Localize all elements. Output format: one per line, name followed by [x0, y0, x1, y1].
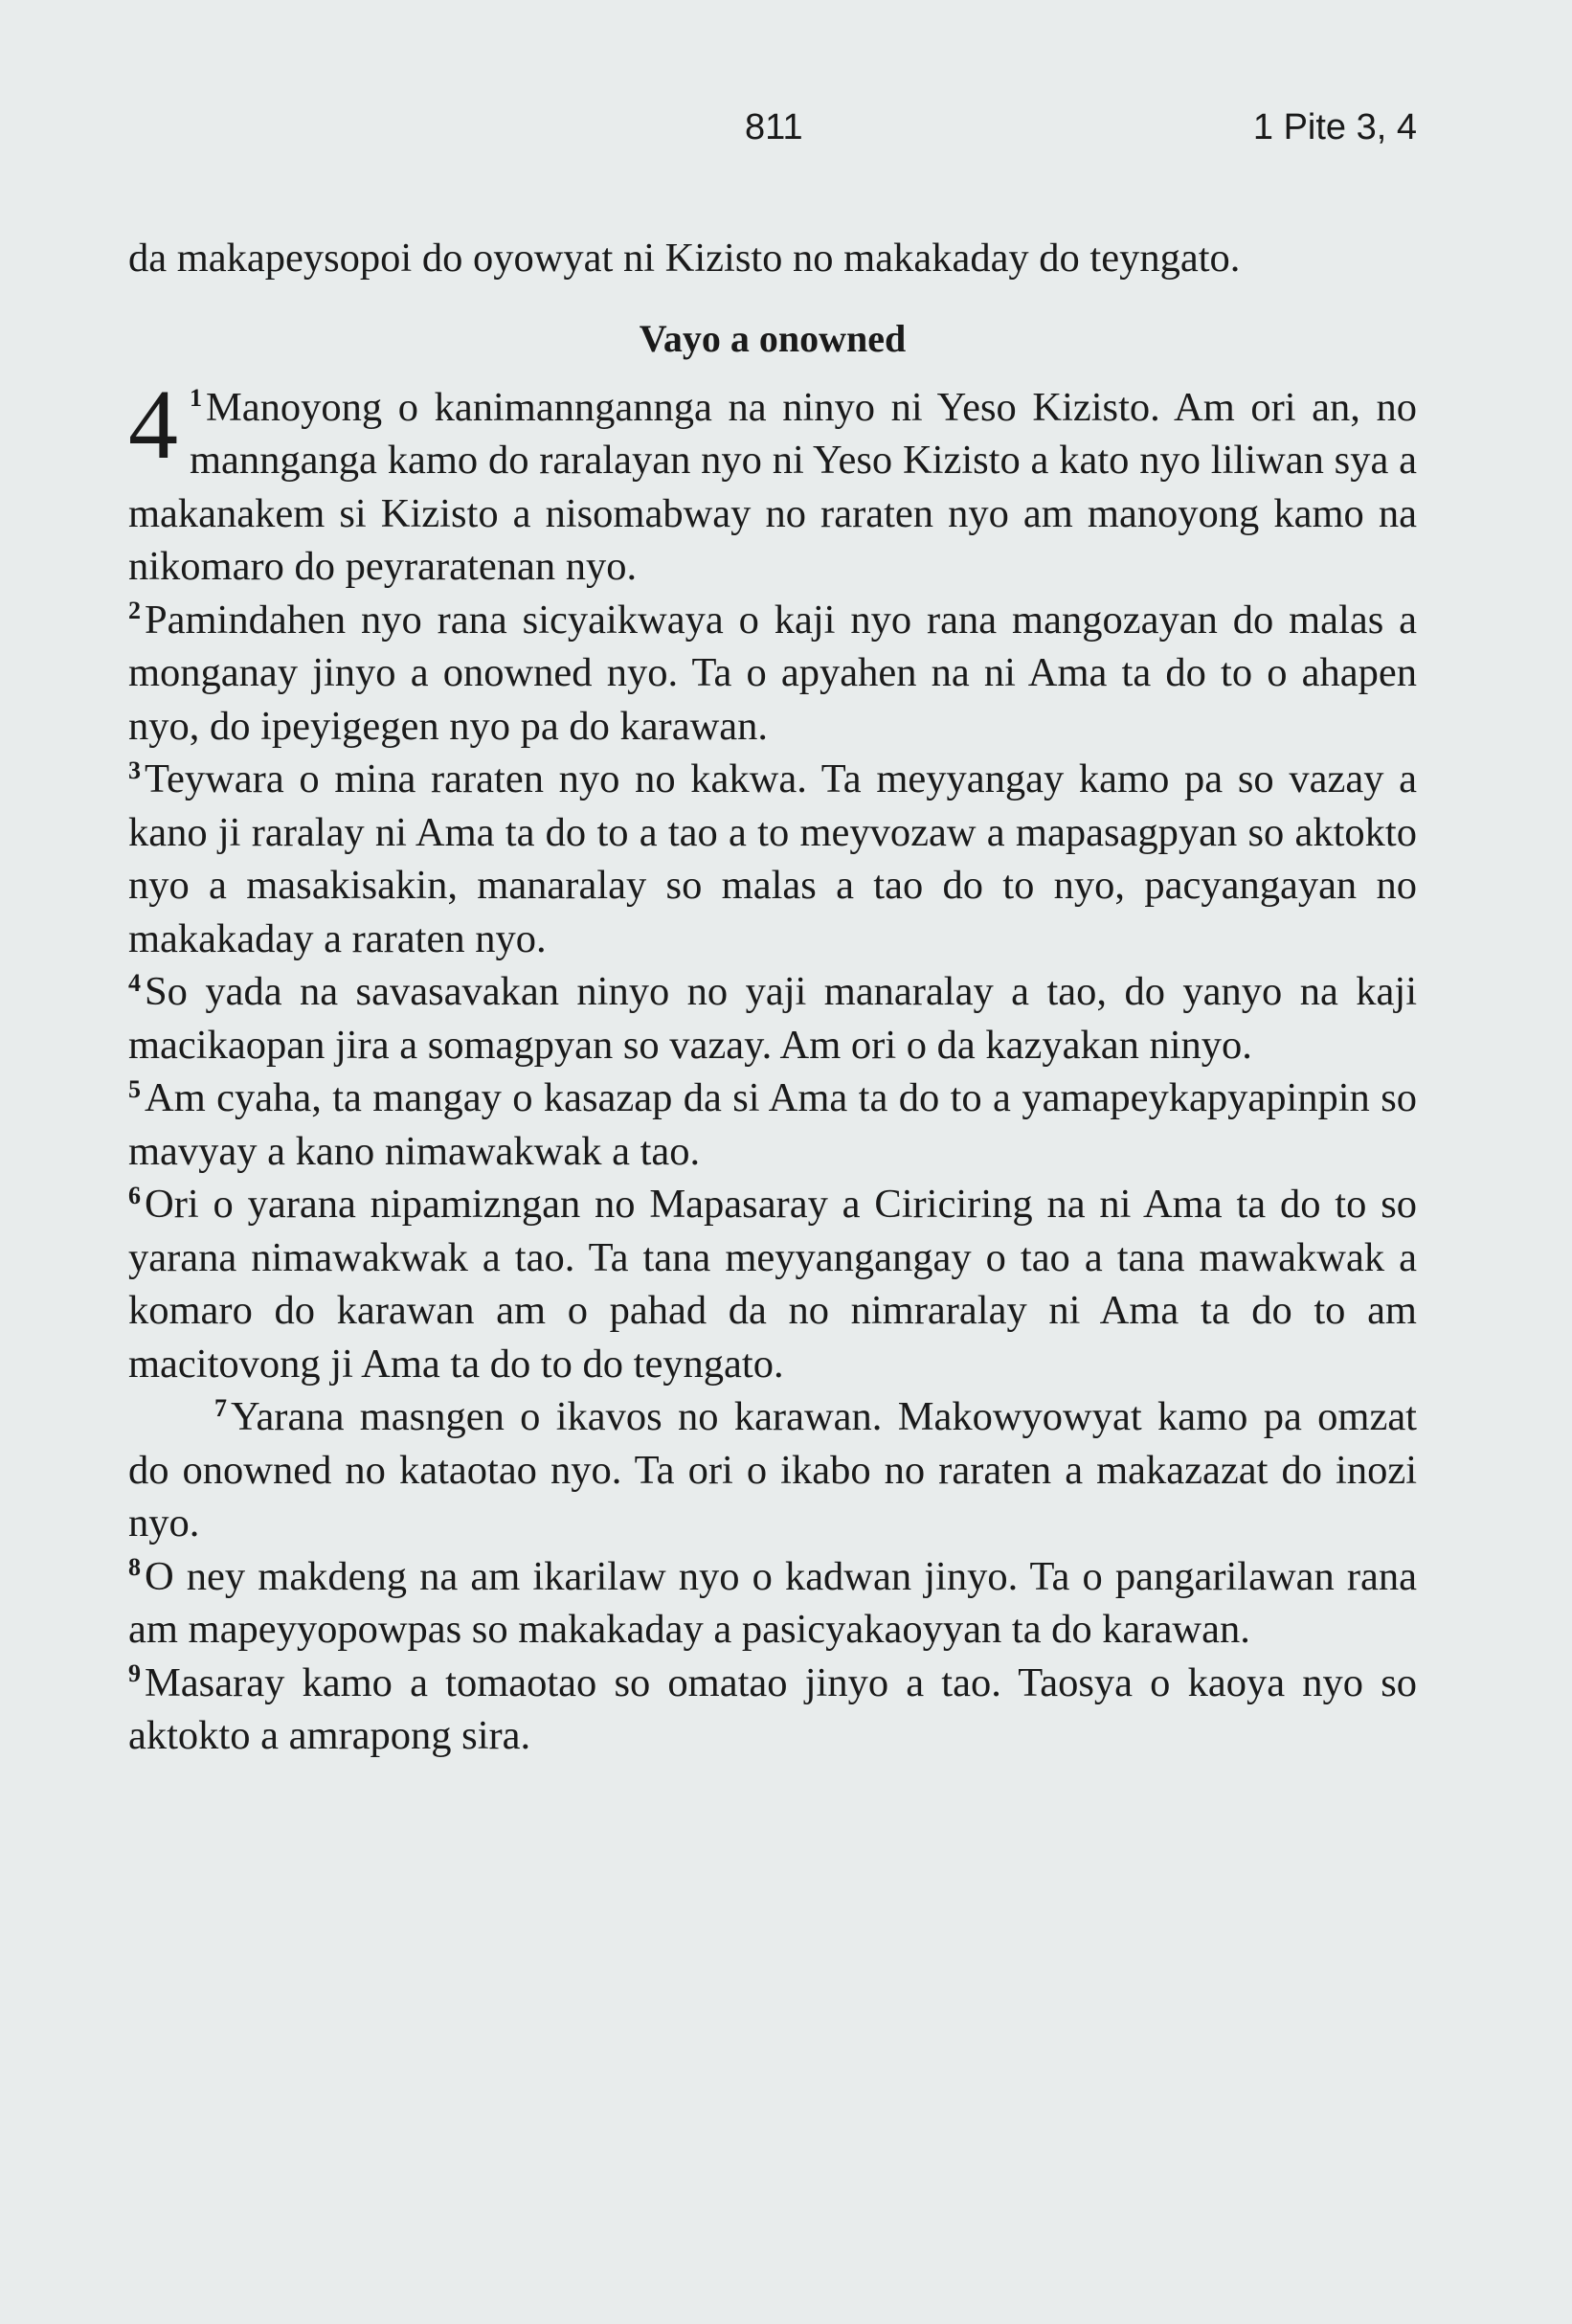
verse-4: [128, 965, 1417, 1072]
intro-paragraph: da makapeysopoi do oyowyat ni Kizisto no makakaday do teyngato.: [128, 236, 1241, 281]
verse-9: [128, 1657, 1417, 1763]
page-number: 811: [745, 107, 803, 147]
verse-number: 7: [214, 1393, 227, 1422]
verse-text: Am cyaha, ta mangay o kasazap da si Ama ta do to a yamapeykapyapinpin so mavyay a kano nimawakwak a tao.: [128, 1075, 1417, 1174]
page-header: [128, 107, 1417, 165]
chapter-block: [128, 369, 1417, 1763]
chapter-number: 4: [128, 369, 178, 480]
verse-number: 9: [128, 1659, 141, 1688]
verse-number: 4: [128, 968, 141, 997]
verse-text: Teywara o mina raraten nyo no kakwa. Ta meyyangay kamo pa so vazay a kano ji raralay ni Ama ta do to a tao a to meyvozaw a mapasagpyan so aktokto nyo a masakisakin, manaralay so malas a tao do to nyo, pacyangayan no makakaday a raraten nyo.: [128, 756, 1417, 961]
verse-number: 8: [128, 1553, 141, 1582]
section-heading: Vayo a onowned: [639, 316, 907, 360]
verse-7: [128, 1390, 1417, 1550]
verse-3: [128, 753, 1417, 965]
verse-1: [128, 369, 1417, 594]
verse-number: 3: [128, 756, 141, 784]
verse-text: Pamindahen nyo rana sicyaikwaya o kaji nyo rana mangozayan do malas a monganay jinyo a onowned nyo. Ta o apyahen na ni Ama ta do to o ahapen nyo, do ipeyigegen nyo pa do karawan.: [128, 597, 1417, 749]
verse-number: 5: [128, 1074, 141, 1103]
verse-number: 6: [128, 1181, 141, 1209]
verse-8: [128, 1550, 1417, 1657]
verse-text: Masaray kamo a tomaotao so omatao jinyo a tao. Taosya o kaoya nyo so aktokto a amrapong sira.: [128, 1659, 1417, 1758]
verse-number: 2: [128, 597, 141, 625]
verse-text: Ori o yarana nipamizngan no Mapasaray a Ciriciring na ni Ama ta do to so yarana nimawakwak a tao. Ta tana meyyangangay o tao a tana mawakwak a komaro do karawan am o pahad da no nimraralay ni Ama ta do to am macitovong ji Ama ta do to do teyngato.: [128, 1182, 1417, 1387]
verse-5: [128, 1072, 1417, 1178]
running-head: 1 Pite 3, 4: [1252, 107, 1417, 147]
body-text: [128, 232, 1417, 1763]
verse-text: O ney makdeng na am ikarilaw nyo o kadwan jinyo. Ta o pangarilawan rana am mapeyyopowpas so makakaday a pasicyakaoyyan ta do karawan.: [128, 1553, 1417, 1652]
verse-2: [128, 594, 1417, 754]
verse-text: So yada na savasavakan ninyo no yaji manaralay a tao, do yanyo na kaji macikaopan jira a somagpyan so vazay. Am ori o da kazyakan ninyo.: [128, 969, 1417, 1068]
verse-6: [128, 1178, 1417, 1390]
verse-text: Yarana masngen o ikavos no karawan. Makowyowyat kamo pa omzat do onowned no kataotao nyo. Ta ori o ikabo no raraten a makazazat do inozi nyo.: [128, 1394, 1417, 1546]
verse-text: Manoyong o kanimanngannga na ninyo ni Yeso Kizisto. Am ori an, no mannganga kamo do raralayan nyo ni Yeso Kizisto a kato nyo liliwan sya a makanakem si Kizisto a nisomabway no raraten nyo am manoyong kamo na nikomaro do peyraratenan nyo.: [128, 384, 1417, 589]
verse-number: 1: [190, 384, 202, 413]
